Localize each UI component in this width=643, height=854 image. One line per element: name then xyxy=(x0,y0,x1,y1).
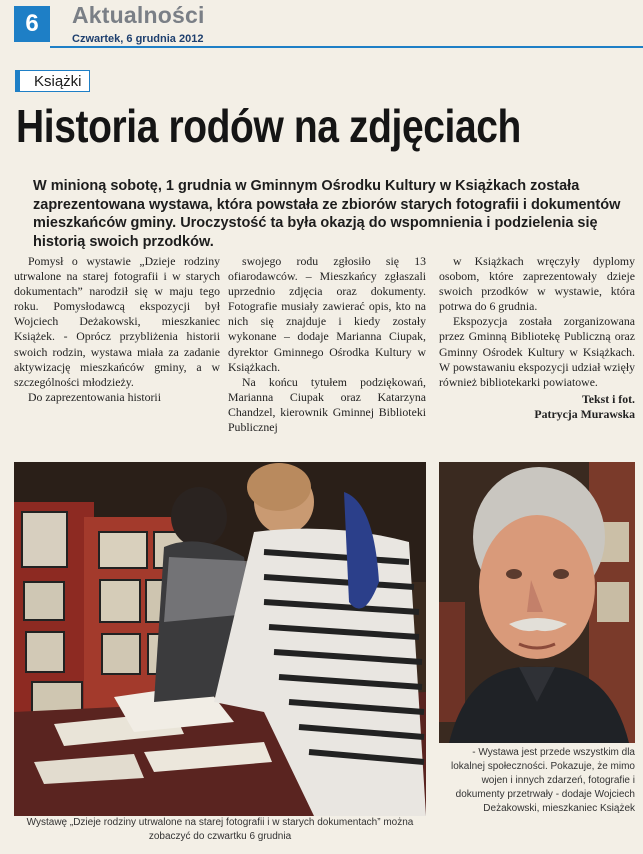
photo-caption-exhibition: Wystawę „Dzieje rodziny utrwalone na starej fotografii i w starych dokumentach” można zobaczyć do czwartku 6 grudnia xyxy=(26,817,414,842)
byline-credit: Tekst i fot. xyxy=(582,391,635,406)
article-column-3 xyxy=(439,254,635,422)
byline xyxy=(439,392,635,422)
portrait-photo xyxy=(439,462,635,743)
issue-date: Czwartek, 6 grudnia 2012 xyxy=(72,33,204,45)
article-column-2 xyxy=(228,254,426,435)
byline-author: Patrycja Murawska xyxy=(534,406,635,421)
category-tag: Książki xyxy=(15,70,90,92)
header-rule xyxy=(50,46,643,48)
headline: Historia rodów na zdjęciach xyxy=(16,102,521,153)
column-paragraph: swojego rodu zgłosiło się 13 ofiarodawców. – Mieszkańcy zgłaszali uprzednio zdjęcia oraz dokumenty. Fotografie musiały zawierać opis, kto na nich się znajduje i kiedy zostały wykonane – dodaje Marianna Ciupak, dyrektor Gminnego Ośrodka Kultury w Książkach. xyxy=(228,254,426,374)
column-paragraph: Na końcu tytułem podziękowań, Marianna Ciupak oraz Katarzyna Chandzel, kierownik Gminnej Biblioteki Publicznej xyxy=(228,374,426,435)
column-paragraph: Ekspozycja została zorganizowana przez Gminną Bibliotekę Publiczną oraz Gminny Ośrodek Kultury w Książkach. W powstawaniu ekspozycji udział wzięły również bibliotekarki powiatowe. xyxy=(439,314,635,389)
lead-paragraph: W minioną sobotę, 1 grudnia w Gminnym Ośrodku Kultury w Książkach została zaprezentowana wystawa, która powstała ze zbiorów starych fotografii i dokumentów mieszkańców gminy. Uroczystość ta była okazją do wspomnienia i podzielenia się historią swoich przodków. xyxy=(33,178,621,250)
column-paragraph: Pomysł o wystawie „Dzieje rodziny utrwalone na starej fotografii i w starych dokumentach” narodził się w maju tego roku. Pomysłodawcą ekspozycji był Wojciech Deżakowski, mieszkaniec Książek. - Oprócz przybliżenia historii swoich rodzin, wystawa miała za zadanie aktywizację mieszkańców gminy, a w szczególności młodzieży. xyxy=(14,254,220,389)
column-paragraph: w Książkach wręczyły dyplomy osobom, które zaprezentowały dzieje swoich przodków w wystawie, która potrwa do 6 grudnia. xyxy=(439,254,635,314)
page-number: 6 xyxy=(14,6,50,42)
exhibition-photo xyxy=(14,462,426,816)
section-title: Aktualności xyxy=(72,2,205,28)
column-paragraph: Do zaprezentowania historii xyxy=(28,389,161,404)
article-column-1 xyxy=(14,254,220,405)
photo-caption-portrait: - Wystawa jest przede wszystkim dla lokalnej społeczności. Pokazuje, że mimo wojen i innych zdarzeń, fotografie i dokumenty przetrwały - dodaje Wojciech Deżakowski, mieszkaniec Książek xyxy=(451,747,635,814)
